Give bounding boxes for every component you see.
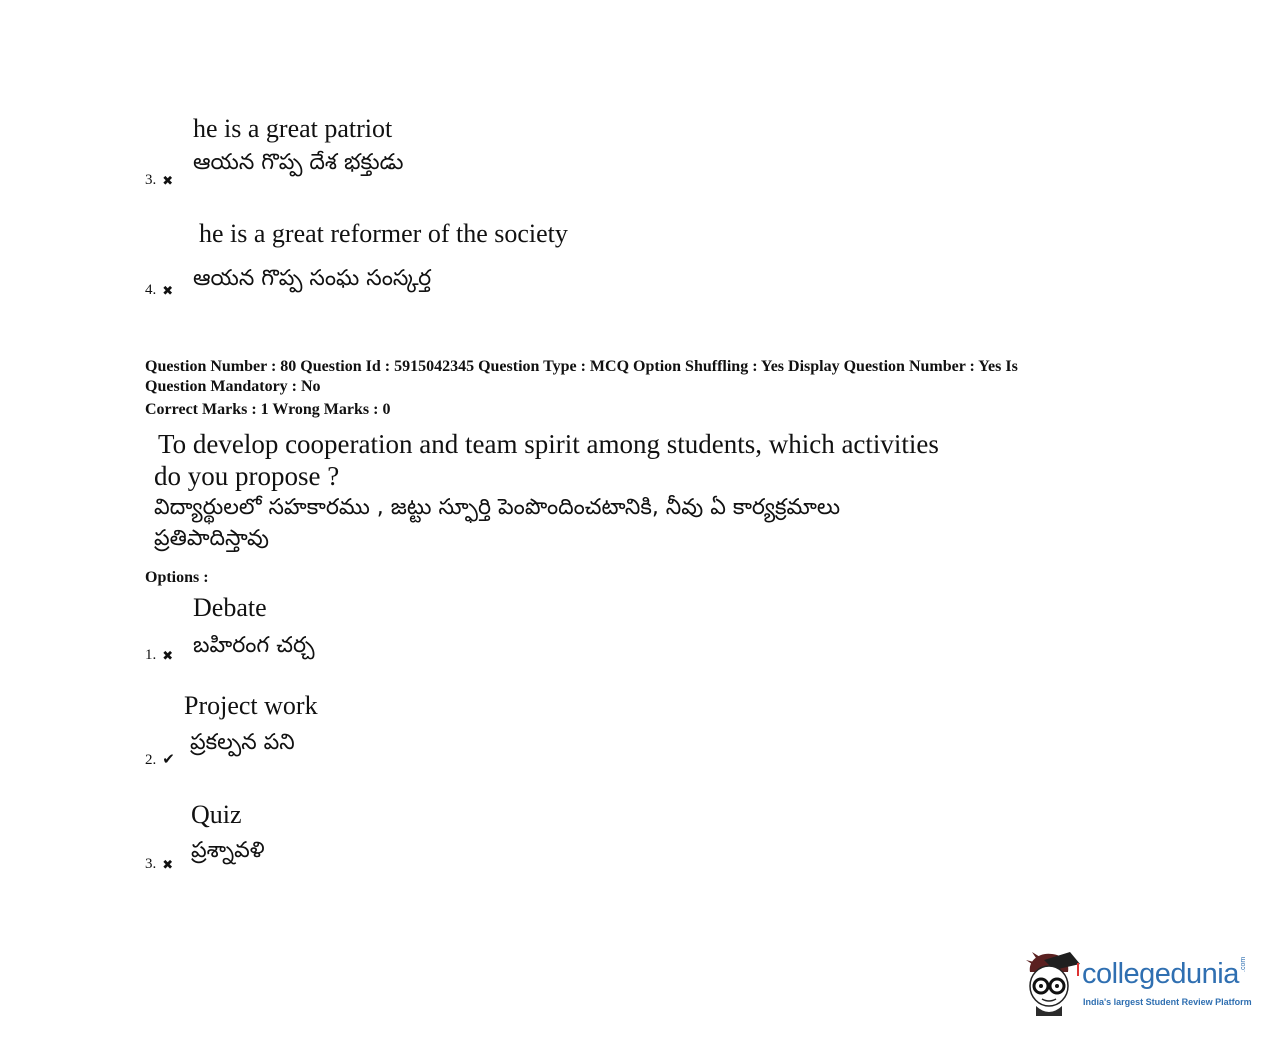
option-1-telugu: బహిరంగ చర్చ — [193, 633, 315, 658]
option-1-number-row — [145, 647, 173, 664]
wrong-mark-icon: ✖ — [162, 648, 174, 663]
option-2-number: 2. — [145, 752, 157, 768]
options-label: Options : — [145, 569, 209, 586]
question-marks: Correct Marks : 1 Wrong Marks : 0 — [145, 401, 391, 418]
prev-option-3-telugu: ఆయన గొప్ప దేశ భక్తుడు — [193, 150, 404, 175]
option-1-number: 1. — [145, 647, 157, 663]
logo-wordmark: collegedunia — [1082, 958, 1239, 990]
logo-dotcom: .com — [1240, 956, 1247, 972]
option-3-english: Quiz — [191, 800, 242, 829]
option-2-number-row — [145, 752, 175, 769]
prev-option-4-english: he is a great reformer of the society — [199, 219, 568, 248]
prev-option-3-number-row — [145, 172, 173, 189]
wrong-mark-icon: ✖ — [162, 173, 174, 188]
wrong-mark-icon: ✖ — [162, 283, 174, 298]
question-text-english-line-1: To develop cooperation and team spirit among students, which activities — [158, 429, 939, 459]
logo-tagline: India's largest Student Review Platform — [1083, 997, 1252, 1007]
question-meta-line-1: Question Number : 80 Question Id : 5915042345 Question Type : MCQ Option Shuffling : Yes Display Question Number : Yes Is — [145, 358, 1018, 375]
option-3-number-row — [145, 856, 173, 873]
student-mascot-icon — [1022, 950, 1084, 1020]
question-text-english-line-2: do you propose ? — [154, 461, 340, 491]
prev-option-4-telugu: ఆయన గొప్ప సంఘ సంస్కర్త — [193, 266, 432, 291]
prev-option-3-english: he is a great patriot — [193, 114, 393, 143]
prev-option-4-number-row — [145, 282, 173, 299]
question-text-telugu-line-1: విద్యార్థులలో సహకారము , జట్టు స్ఫూర్తి పెంపొందించటానికి, నీవు ఏ కార్యక్రమాలు — [154, 495, 841, 520]
option-2-english: Project work — [184, 691, 318, 720]
question-text-telugu-line-2: ప్రతిపాదిస్తావు — [154, 526, 270, 551]
prev-option-4-number: 4. — [145, 282, 157, 298]
option-1-english: Debate — [193, 593, 267, 622]
option-3-number: 3. — [145, 856, 157, 872]
collegedunia-logo — [1022, 950, 1252, 1020]
prev-option-3-number: 3. — [145, 172, 157, 188]
wrong-mark-icon: ✖ — [162, 857, 174, 872]
option-2-telugu: ప్రకల్పన పని — [190, 730, 295, 755]
question-meta-line-2: Question Mandatory : No — [145, 378, 321, 395]
correct-mark-icon: ✔ — [162, 752, 175, 768]
option-3-telugu: ప్రశ్నావళి — [191, 838, 265, 863]
